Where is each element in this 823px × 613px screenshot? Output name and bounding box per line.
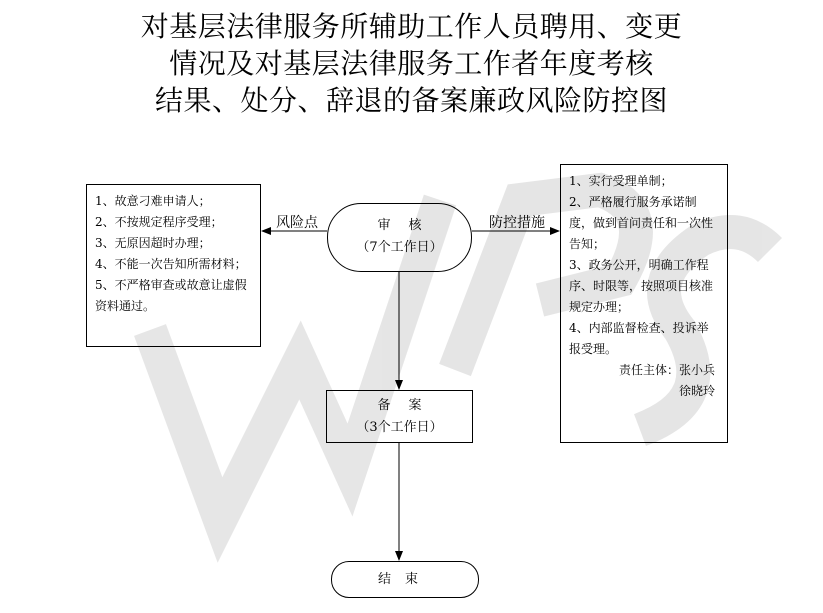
measure-item: 2、严格履行服务承诺制度，做到首问责任和一次性告知； — [569, 195, 714, 251]
risk-item: 3、无原因超时办理； — [95, 236, 211, 250]
risk-item: 5、不严格审查或故意让虚假资料通过。 — [95, 278, 247, 313]
record-title: 备案 — [377, 398, 440, 413]
risk-item: 1、故意刁难申请人； — [95, 194, 211, 208]
title-line-1: 对基层法律服务所辅助工作人员聘用、变更 — [140, 10, 683, 43]
review-node — [327, 203, 472, 272]
measure-item: 1、实行受理单制； — [569, 174, 673, 188]
control-measures-label: 防控措施 — [489, 215, 545, 231]
review-days: （7个工作日） — [356, 240, 443, 255]
risk-item: 4、不能一次告知所需材料； — [95, 257, 247, 271]
title-line-3: 结果、处分、辞退的备案廉政风险防控图 — [154, 84, 668, 117]
control-measures-box — [560, 164, 728, 443]
review-title: 审核 — [377, 218, 440, 233]
measure-item: 3、政务公开，明确工作程序、时限等，按照项目核准规定办理； — [569, 258, 714, 314]
risk-points-label: 风险点 — [276, 215, 318, 231]
record-days: （3个工作日） — [356, 420, 443, 435]
end-title: 结束 — [377, 572, 432, 587]
end-node — [331, 561, 479, 598]
record-node — [326, 390, 473, 443]
risk-points-box — [86, 184, 261, 347]
responsible-party: 责任主体：张小兵 — [618, 363, 715, 377]
risk-item: 2、不按规定程序受理； — [95, 215, 223, 229]
responsible-party-2: 徐晓玲 — [678, 384, 715, 398]
title-line-2: 情况及对基层法律服务工作者年度考核 — [169, 47, 654, 80]
measure-item: 4、内部监督检查、投诉举报受理。 — [569, 321, 709, 356]
